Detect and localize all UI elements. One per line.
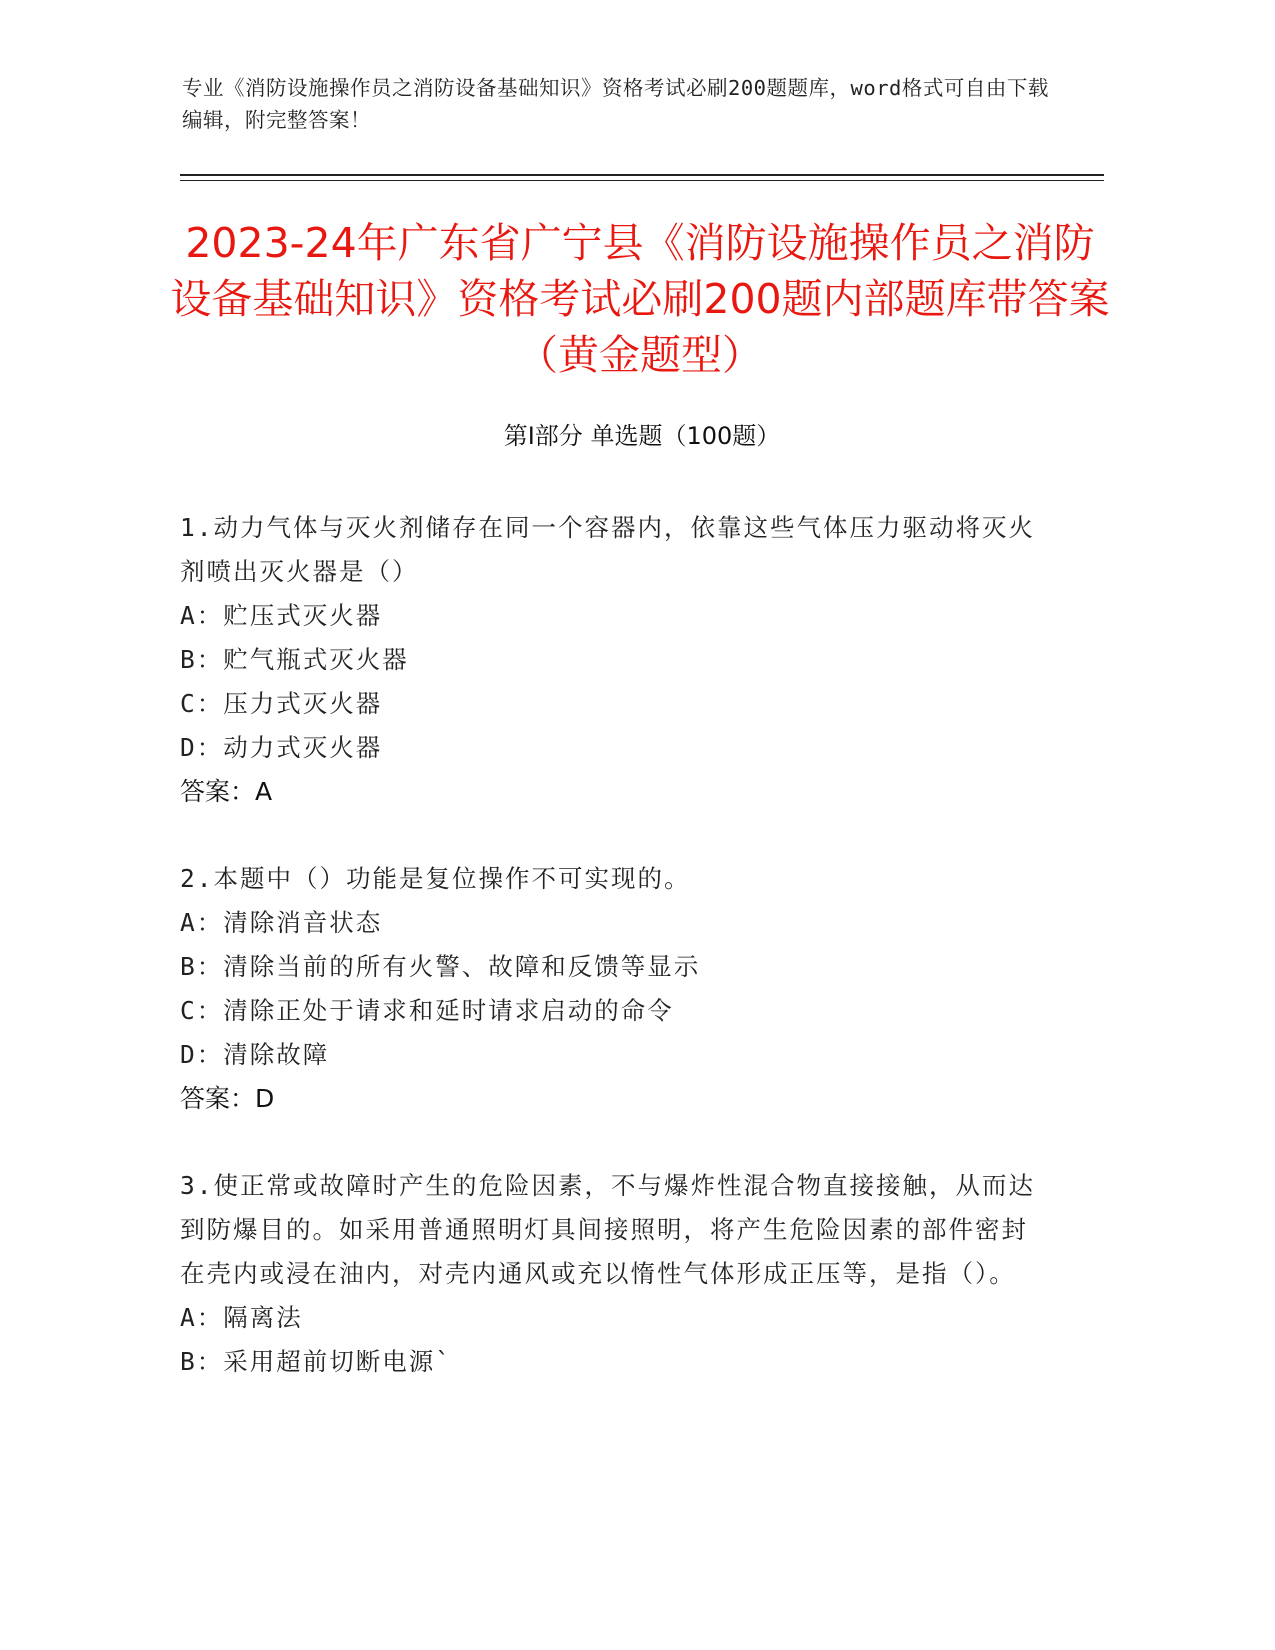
question-2 — [180, 857, 1040, 1121]
option-a: A：清除消音状态 — [180, 908, 383, 937]
document-title: 2023-24年广东省广宁县《消防设施操作员之消防设备基础知识》资格考试必刷200题内部题库带答案（黄金题型） — [170, 219, 1110, 379]
question-stem: 1.动力气体与灭火剂储存在同一个容器内，依靠这些气体压力驱动将灭火剂喷出灭火器是（） — [180, 513, 1035, 586]
option-d: D：清除故障 — [180, 1040, 330, 1069]
answer: 答案：A — [180, 777, 273, 806]
header-divider-thin — [180, 180, 1104, 181]
answer: 答案：D — [180, 1084, 275, 1113]
question-list — [180, 506, 1040, 1427]
option-b: B：贮气瓶式灭火器 — [180, 645, 409, 674]
header-note: 专业《消防设施操作员之消防设备基础知识》资格考试必刷200题题库，word格式可自由下载编辑，附完整答案！ — [182, 76, 1049, 132]
option-a: A：贮压式灭火器 — [180, 601, 383, 630]
option-c: C：清除正处于请求和延时请求启动的命令 — [180, 996, 674, 1025]
section-title: 第I部分 单选题（100题） — [503, 422, 781, 450]
option-c: C：压力式灭火器 — [180, 689, 383, 718]
option-d: D：动力式灭火器 — [180, 733, 383, 762]
question-stem: 2.本题中（）功能是复位操作不可实现的。 — [180, 864, 691, 893]
header-divider-thick — [180, 174, 1104, 176]
question-3 — [180, 1164, 1040, 1384]
option-b: B：采用超前切断电源` — [180, 1347, 452, 1376]
question-1 — [180, 506, 1040, 814]
option-b: B：清除当前的所有火警、故障和反馈等显示 — [180, 952, 701, 981]
option-a: A：隔离法 — [180, 1303, 303, 1332]
question-stem: 3.使正常或故障时产生的危险因素，不与爆炸性混合物直接接触，从而达到防爆目的。如采用普通照明灯具间接照明，将产生危险因素的部件密封在壳内或浸在油内，对壳内通风或充以惰性气体形成正压等，是指（）。 — [180, 1171, 1035, 1288]
